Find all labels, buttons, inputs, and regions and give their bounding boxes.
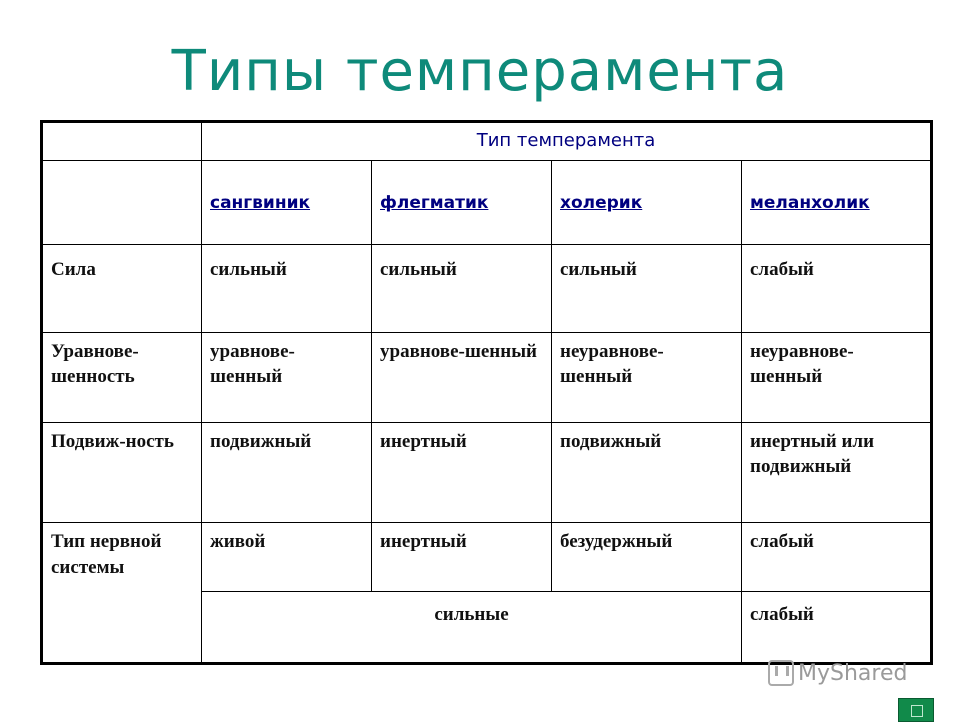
row-label: Подвиж-ность [42, 422, 202, 522]
table-cell: сильный [202, 244, 372, 332]
corner-cell-2 [42, 161, 202, 245]
table-cell: инертный [372, 422, 552, 522]
table-cell: неуравнове-шенный [742, 332, 932, 422]
table-cell: инертный или подвижный [742, 422, 932, 522]
temperament-table [40, 120, 933, 665]
type-link-phlegmatic[interactable]: флегматик [380, 192, 489, 213]
type-link-choleric[interactable]: холерик [560, 192, 643, 213]
type-header-phlegmatic [372, 161, 552, 245]
page-title: Типы темперамента [171, 39, 789, 104]
type-header-sanguine [202, 161, 372, 245]
table-cell: подвижный [552, 422, 742, 522]
row-label: Тип нервной системы [42, 522, 202, 663]
logo-icon [768, 660, 794, 686]
next-slide-button[interactable] [898, 698, 934, 722]
table-row [42, 244, 932, 332]
summary-weak: слабый [742, 592, 932, 664]
group-header: Тип темперамента [202, 122, 932, 161]
type-header-melancholic [742, 161, 932, 245]
type-link-melancholic[interactable]: меланхолик [750, 192, 870, 213]
table-cell: сильный [552, 244, 742, 332]
table-cell: безудержный [552, 522, 742, 592]
table-cell: сильный [372, 244, 552, 332]
row-label: Уравнове-шенность [42, 332, 202, 422]
table-cell: слабый [742, 522, 932, 592]
corner-cell [42, 122, 202, 161]
summary-strong: сильные [202, 592, 742, 664]
table-cell: неуравнове-шенный [552, 332, 742, 422]
table-cell: уравнове-шенный [372, 332, 552, 422]
table-cell: инертный [372, 522, 552, 592]
table-row [42, 522, 932, 592]
type-link-sanguine[interactable]: сангвиник [210, 192, 311, 213]
table-cell: подвижный [202, 422, 372, 522]
watermark-logo [768, 660, 907, 686]
table-cell: живой [202, 522, 372, 592]
type-header-choleric [552, 161, 742, 245]
row-label: Сила [42, 244, 202, 332]
watermark-text: MyShared [798, 660, 908, 686]
table-cell: уравнове-шенный [202, 332, 372, 422]
table-row [42, 332, 932, 422]
table-cell: слабый [742, 244, 932, 332]
table-row [42, 422, 932, 522]
